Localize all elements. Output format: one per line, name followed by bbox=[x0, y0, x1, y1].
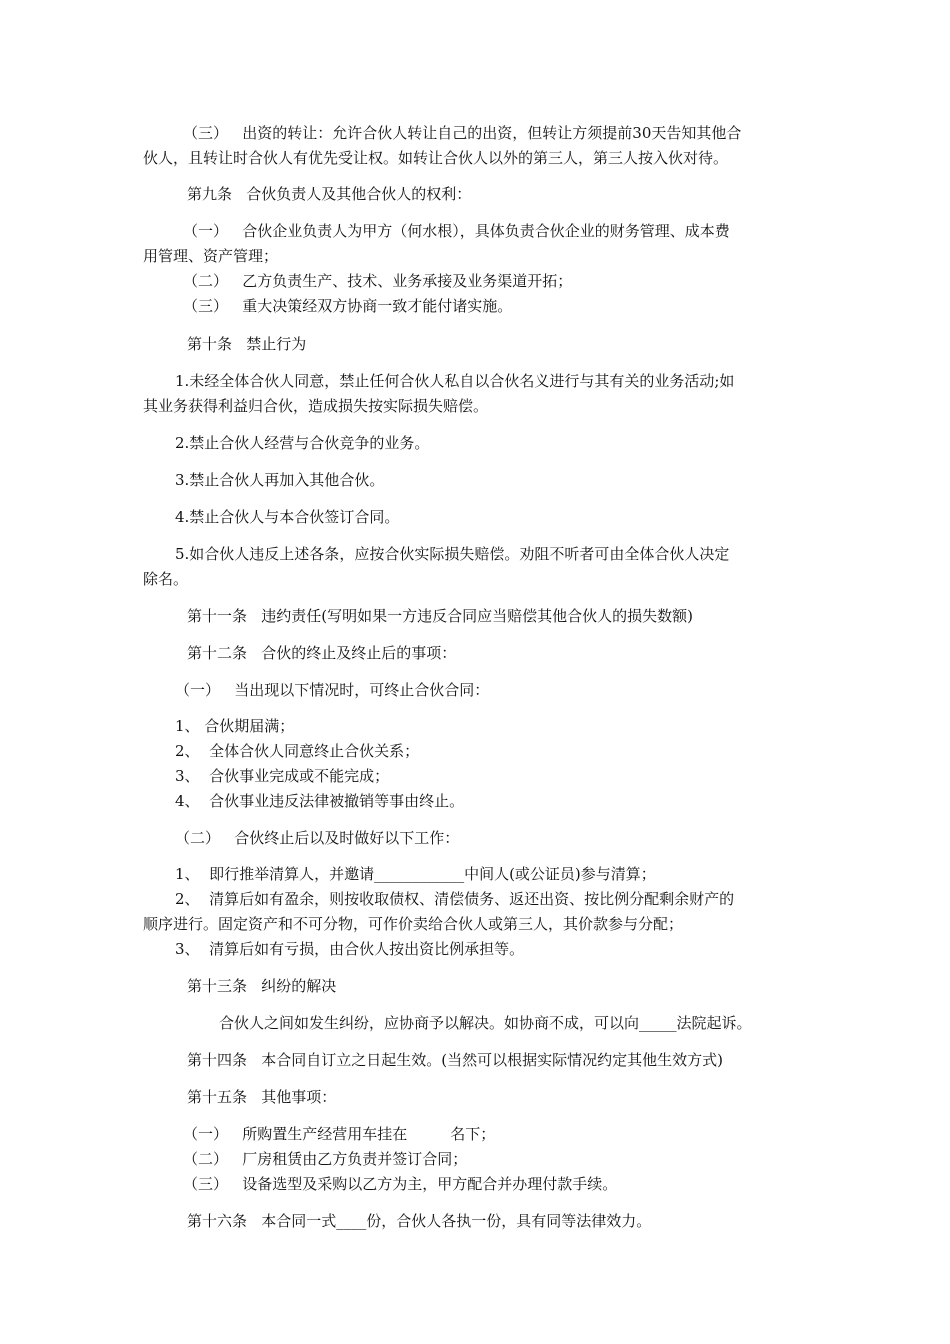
article-9-item-1-line-1: （一） 合伙企业负责人为甲方（何水根），具体负责合伙企业的财务管理、成本费 bbox=[183, 222, 730, 240]
article-15-item-1: （一） 所购置生产经营用车挂在 名下； bbox=[183, 1125, 496, 1143]
article-12-sub-2: （二） 合伙终止后以及时做好以下工作： bbox=[175, 829, 460, 847]
article-12-heading: 第十二条 合伙的终止及终止后的事项： bbox=[187, 644, 457, 662]
article-12-condition-3: 3、 合伙事业完成或不能完成； bbox=[175, 767, 390, 785]
article-12-condition-2: 2、 全体合伙人同意终止合伙关系； bbox=[175, 742, 420, 760]
article-12-condition-1: 1、 合伙期届满； bbox=[175, 717, 295, 735]
article-10-para-1-line-1: 1.未经全体合伙人同意，禁止任何合伙人私自以合伙名义进行与其有关的业务活动;如 bbox=[175, 372, 735, 390]
article-12-work-2-line-2: 顺序进行。固定资产和不可分物，可作价卖给合伙人或第三人，其价款参与分配； bbox=[143, 915, 684, 933]
article-15-item-3: （三） 设备选型及采购以乙方为主，甲方配合并办理付款手续。 bbox=[183, 1175, 618, 1193]
article-10-para-2: 2.禁止合伙人经营与合伙竞争的业务。 bbox=[175, 434, 430, 452]
article-16-heading: 第十六条 本合同一式____份，合伙人各执一份，具有同等法律效力。 bbox=[187, 1212, 652, 1230]
article-14-heading: 第十四条 本合同自订立之日起生效。(当然可以根据实际情况约定其他生效方式) bbox=[187, 1051, 724, 1069]
article-12-work-3: 3、 清算后如有亏损，由合伙人按出资比例承担等。 bbox=[175, 940, 525, 958]
article-12-condition-4: 4、 合伙事业违反法律被撤销等事由终止。 bbox=[175, 792, 465, 810]
article-10-heading: 第十条 禁止行为 bbox=[187, 335, 307, 353]
article-12-work-2-line-1: 2、 清算后如有盈余，则按收取债权、清偿债务、返还出资、按比例分配剩余财产的 bbox=[175, 890, 735, 908]
article-13-heading: 第十三条 纠纷的解决 bbox=[187, 977, 337, 995]
article-11-heading: 第十一条 违约责任(写明如果一方违反合同应当赔偿其他合伙人的损失数额) bbox=[187, 607, 694, 625]
article-13-body: 合伙人之间如发生纠纷，应协商予以解决。如协商不成，可以向_____法院起诉。 bbox=[219, 1014, 752, 1032]
article-9-item-2: （二） 乙方负责生产、技术、业务承接及业务渠道开拓； bbox=[183, 272, 573, 290]
article-10-para-5-line-1: 5.如合伙人违反上述各条，应按合伙实际损失赔偿。劝阻不听者可由全体合伙人决定 bbox=[175, 545, 730, 563]
article-12-sub-1: （一） 当出现以下情况时，可终止合伙合同： bbox=[175, 681, 490, 699]
article-10-para-5-line-2: 除名。 bbox=[143, 570, 189, 588]
article-9-heading: 第九条 合伙负责人及其他合伙人的权利： bbox=[187, 185, 472, 203]
article-9-item-3: （三） 重大决策经双方协商一致才能付诸实施。 bbox=[183, 297, 513, 315]
transfer-clause-line-1: （三） 出资的转让：允许合伙人转让自己的出资，但转让方须提前30天告知其他合 bbox=[183, 124, 742, 142]
article-12-work-1: 1、 即行推举清算人，并邀请____________中间人(或公证员)参与清算； bbox=[175, 865, 656, 883]
article-15-heading: 第十五条 其他事项： bbox=[187, 1088, 337, 1106]
transfer-clause-line-2: 伙人，且转让时合伙人有优先受让权。如转让合伙人以外的第三人，第三人按入伙对待。 bbox=[143, 149, 729, 167]
article-15-item-2: （二） 厂房租赁由乙方负责并签订合同； bbox=[183, 1150, 468, 1168]
article-10-para-1-line-2: 其业务获得利益归合伙，造成损失按实际损失赔偿。 bbox=[143, 397, 489, 415]
article-10-para-3: 3.禁止合伙人再加入其他合伙。 bbox=[175, 471, 385, 489]
article-9-item-1-line-2: 用管理、资产管理； bbox=[143, 247, 279, 265]
article-10-para-4: 4.禁止合伙人与本合伙签订合同。 bbox=[175, 508, 400, 526]
